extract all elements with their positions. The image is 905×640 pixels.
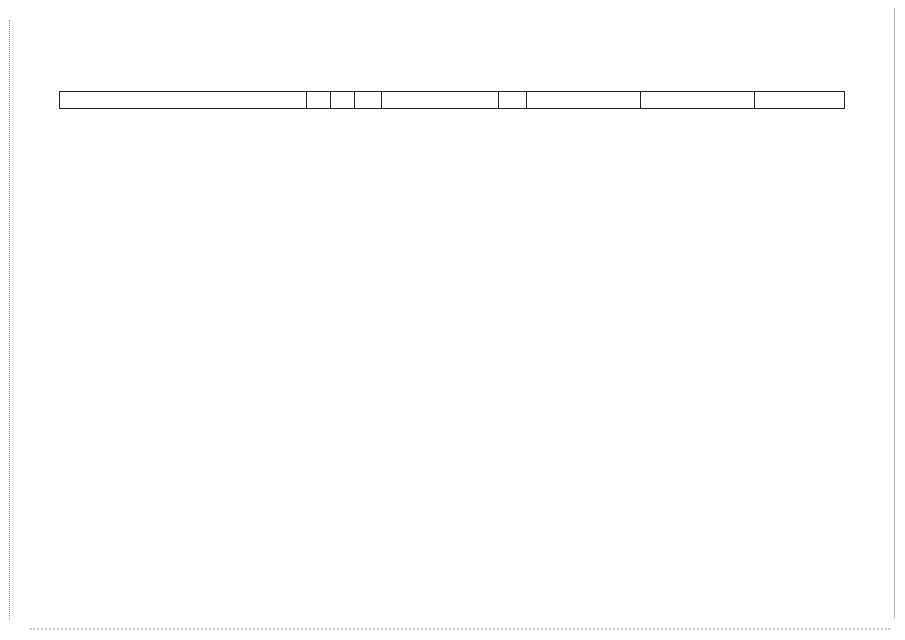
header-col-7 bbox=[526, 92, 640, 108]
header-col-3 bbox=[330, 92, 354, 108]
header-col-6 bbox=[498, 92, 526, 108]
scan-edge-right bbox=[894, 8, 895, 618]
table-header-row bbox=[59, 91, 845, 109]
header-col-9 bbox=[754, 92, 844, 108]
scan-edge-left bbox=[9, 20, 10, 620]
header-col-1 bbox=[60, 92, 306, 108]
header-col-2 bbox=[306, 92, 330, 108]
header-col-5 bbox=[381, 92, 498, 108]
header-col-8 bbox=[640, 92, 754, 108]
scan-bottom-edge bbox=[30, 628, 890, 630]
header-col-4 bbox=[354, 92, 381, 108]
